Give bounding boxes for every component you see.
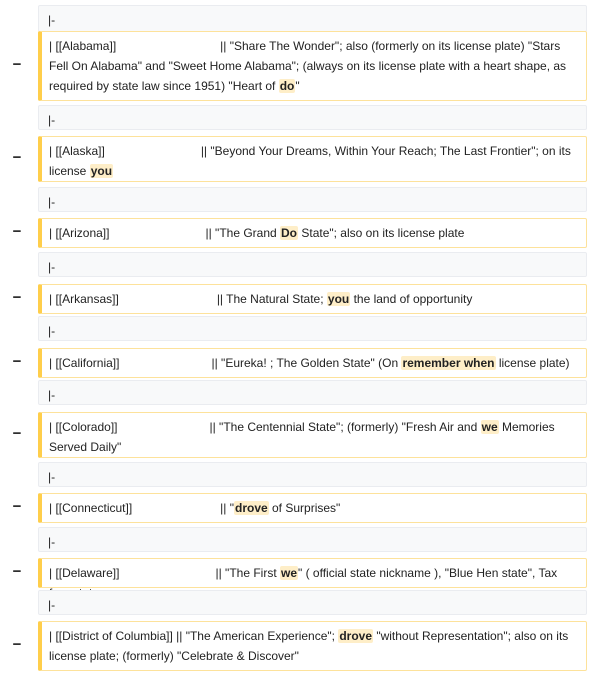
- line-text: | [[District of Columbia]] || "The American Experience";: [49, 629, 339, 643]
- line-text: || "The Centennial State"; (formerly) "Fresh Air and: [209, 420, 481, 434]
- context-line: |-: [38, 462, 587, 487]
- line-text: || "Share The Wonder"; also (formerly on its license plate) "Stars Fell On Alabama" and "Sweet Home Alabama"; (always on its license plate with a heart shape, as required by state law since 1951) "Heart of: [49, 39, 567, 93]
- changed-word: we: [280, 566, 297, 580]
- minus-icon: −: [12, 289, 22, 306]
- changed-word: remember when: [402, 356, 495, 370]
- minus-icon: −: [12, 223, 22, 240]
- changed-word: drove: [234, 501, 268, 515]
- line-text: the land of opportunity: [350, 292, 473, 306]
- deleted-line: [38, 31, 587, 101]
- changed-word: Do: [281, 226, 298, 240]
- line-text: | [[Arizona]]: [49, 226, 110, 240]
- line-text: ": [295, 79, 300, 93]
- deleted-line: [38, 558, 587, 588]
- deleted-line: [38, 284, 587, 314]
- line-text: "without Representation"; also on its license plate; (formerly) "Celebrate & Discover": [49, 629, 569, 663]
- deleted-line: [38, 218, 587, 248]
- line-text: || ": [220, 501, 234, 515]
- changed-word: do: [279, 79, 295, 93]
- line-text: || "The First: [215, 566, 280, 580]
- minus-icon: −: [12, 636, 22, 653]
- minus-icon: −: [12, 563, 22, 580]
- line-text: Memories Served Daily": [49, 420, 555, 454]
- context-line: |-: [38, 380, 587, 405]
- line-text: | [[Arkansas]]: [49, 292, 119, 306]
- changed-word: drove: [339, 629, 372, 643]
- context-line: |-: [38, 590, 587, 615]
- deleted-line: [38, 493, 587, 523]
- context-line: |-: [38, 316, 587, 341]
- line-text: | [[Alabama]]: [49, 39, 117, 53]
- line-text: || The Natural State;: [216, 292, 327, 306]
- minus-icon: −: [12, 149, 22, 166]
- deleted-line: [38, 348, 587, 378]
- deleted-line: [38, 621, 587, 671]
- minus-icon: −: [12, 498, 22, 515]
- context-line: |-: [38, 5, 587, 32]
- minus-icon: −: [12, 56, 22, 73]
- line-text: license plate): [495, 356, 570, 370]
- line-text: || "Eureka! ; The Golden State" (On: [211, 356, 402, 370]
- line-text: || "The Grand: [205, 226, 281, 240]
- line-text: | [[Connecticut]]: [49, 501, 133, 515]
- minus-icon: −: [12, 353, 22, 370]
- line-text: | [[Colorado]]: [49, 420, 118, 434]
- context-line: |-: [38, 527, 587, 552]
- line-text: | [[California]]: [49, 356, 120, 370]
- deleted-line: [38, 412, 587, 458]
- changed-word: we: [481, 420, 498, 434]
- context-line: |-: [38, 187, 587, 212]
- line-text: " ( official state nickname ), "Blue Hen state", Tax: [298, 566, 558, 580]
- line-text: | [[Alaska]]: [49, 144, 105, 158]
- context-line: |-: [38, 105, 587, 130]
- minus-icon: −: [12, 425, 22, 442]
- line-text: || "Beyond Your Dreams, Within Your Reach; The Last Frontier"; on its license: [49, 144, 571, 178]
- line-text: | [[Delaware]]: [49, 566, 120, 580]
- changed-word: you: [90, 164, 113, 178]
- changed-word: you: [327, 292, 350, 306]
- context-line: |-: [38, 252, 587, 277]
- deleted-line: [38, 136, 587, 182]
- line-text: State"; also on its license plate: [298, 226, 465, 240]
- line-text: of Surprises": [268, 501, 341, 515]
